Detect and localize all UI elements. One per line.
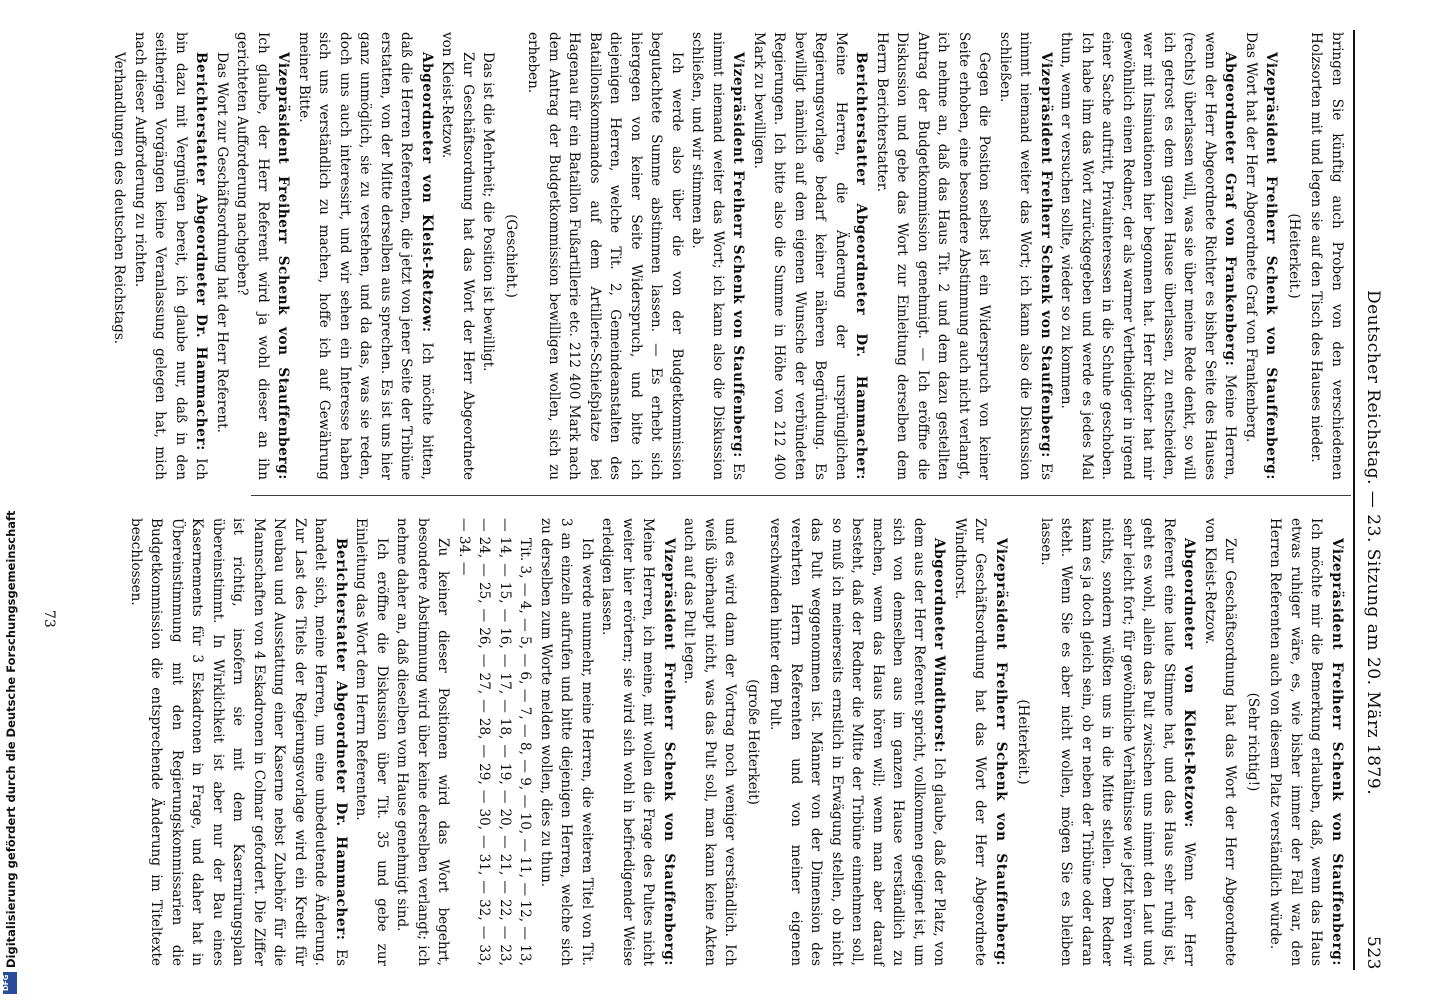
speech-text: Zur Geschäftsordnung hat das Wort der Herr Abgeordnete Windthorst. [952,518,989,966]
speech-text: Ich bin dazu mit Vergnügen bereit, ich glaube nur, daß in den seitherigen Vorgängen keine Veranlassung gelegen hat, mich nach dieser Aufforderung zu richten. [132,32,210,480]
paragraph: Ich werde also über die von der Budgetkommission begutachtete Summe abstimmen lassen. — Es erhebt sich hiergegen von keiner Seite Widerspruch, und bitte ich diejenigen Herren, welche Tit. 2, Gemeindeanstalten des Bataillonskommandos auf dem Artillerie-Schießplatze bei Hagenau für ein Bataillon Fußartillerie etc. 212 400 Mark nach dem Antrag der Budgetkommission bewilligen wollen, sich zu erheben. [525,32,685,480]
speaker-name: Abgeordneter Graf von Frankenberg: [1222,52,1239,367]
speech-text: Meine Herren, wenn der Herr Abgeordnete Richter es bisher Seite des Hauses (rechts) überlassen will, was sie über meine Rede denkt, so will ich getrost es dem ganzen Hause überlassen, zu entscheiden, wer mit Insinuationen hier begonnen hat. Herr Richter hat mir gewöhnlich einen Redner, der als warmer Vertheidiger in irgend einer Sache auftritt, Privatinteressen in die Schuhe geschoben. Ich habe ihm das Wort zurückgegeben und werde es jedes Mal thun, wenn er versuchen sollte, wieder so zu kommen. [1058,32,1239,480]
running-head [1357,30,1385,970]
paragraph: Das Wort zur Geschäftsordnung hat der Herr Referent. [214,52,230,433]
speaker-name: Vizepräsident Freiherr Schenk von Stauffenberg: [730,52,747,458]
paragraph: Ich werde nunmehr, meine Herren, die weiteren Titel von Tit. 3 an einzeln aufrufen und bitte diejenigen Herren, welche sich zu derselben zum Worte melden wollen, dies zu thun. [538,518,595,966]
paragraph [126,518,352,966]
speech-text: Ich möchte bitten, daß die Herren Referenten, die jetzt von jener Seite der Tribüne erstatten, von der Mitte derselben aus sprechen. Es ist uns hier ganz unmöglich, sie zu verstehen, und da das, was sie reden, doch uns auch interessirt, und wir sehen ein Interesse haben sich uns verständlich zu machen, hoffe ich auf Gewährung meiner Bitte. [296,32,435,481]
reaction: (Heiterkeit.) [1015,699,1032,785]
reaction: (Geschieht.) [503,214,519,298]
speaker-name: Berichterstatter Abgeordneter Dr. Hammacher: [853,52,870,480]
speaker-name: Vizepräsident Freiherr Schenk von Stauffenberg: [993,538,1009,966]
speaker-name: Vizepräsident Freiherr Schenk von Stauffenberg: [1329,538,1345,966]
speaker-name: Abgeordneter von Kleist-Retzow: [1181,538,1198,828]
speaker-name: Vizepräsident Freiherr Schenk von Stauffenberg: [661,538,677,966]
paragraph [995,32,1057,480]
paragraph [1241,32,1282,480]
paragraph [1056,32,1241,480]
speaker-name: Vizepräsident Freiherr Schenk von Stauffenberg: [1263,52,1280,480]
speech-text: Es nimmt niemand weiter das Wort; ich kann also die Diskussion schließen, und wir stimmen ab. [689,32,747,480]
reaction: (Sehr richtig!) [1245,692,1261,792]
speech-text: Meine Herren, die Änderung der ursprünglichen Regierungsvorlage bedarf keiner näheren Begründung. Es bewilligt nämlich auf dem eigenen Wunsche der verbündeten Regierungen. Ich bitte also die Summe in Höhe von 212 400 Mark zu bewilligen. [751,32,849,480]
title-list: Tit. 3, — 4, — 5, — 6, — 7, — 8, — 9, — 10, — 11, — 12, — 13, — 14, — 15, — 16, — 17, — 18, — 19, — 20, — 21, — 22, — 23, — 24, — 25, — 26, — 27, — 28, — 29, — 30, — 31, — 32, — 33, — 34. — [456,518,534,966]
speaker-name: Berichterstatter Abgeordneter Dr. Hammacher: [193,52,210,451]
speech-text: Ich glaube, daß der Platz, von dem aus der Herr Referent spricht, vollkommen geeignet ist, um sich von demselben aus im ganzen Hause verständlich zu machen, wenn das Haus hören will; wenn man aber darauf besteht, daß der Redner die Mitte der Tribüne einnehmen soll, so muß ich meinerseits ernstlich in Erwägung stellen, ob nicht das Pult weggenommen ist. Männer von der Dimension des verehrten Herrn Referenten und von meiner eigenen verschwinden hinter dem Pult. [767,518,948,966]
paragraph [232,32,294,480]
paragraph [950,518,1012,966]
speech-text: Es handelt sich, meine Herren, um eine unbedeutende Änderung. Zur Last des Titels der Regierungsvorlage wird ein Kredit für Neubau und Ausstattung einer Kaserne nebst Zubehör für die Mannschaften von 4 Eskadronen in Colmar gefordert. Die Ziffer ist richtig, insofern sie mit dem Kasernirungsplan übereinstimmt. In Wirklichkeit ist aber nur der Bau eines Kasernements für 3 Eskadronen in Frage, und daher hat in Übereinstimmung mit den Regierungskommissarien die Budgetkommission die entsprechende Änderung im Titeltexte beschlossen. [128,518,349,966]
reaction: (große Heiterkeit) [745,679,761,805]
speaker-name: Abgeordneter Windthorst: [931,538,948,753]
sheet-number: 73 [41,610,57,628]
running-head-title: Deutscher Reichstag. — 23. Sitzung am 20. März 1879. [1363,290,1383,796]
paragraph [687,32,749,480]
paragraph [597,518,679,966]
header-rule [1353,30,1355,970]
paragraph: Zur Geschäftsordnung hat das Wort der Herr Abgeordnete von Kleist-Retzow. [439,32,476,480]
speaker-name: Vizepräsident Freiherr Schenk von Stauffenberg: [275,52,292,480]
speech-text: Meine Herren, ich meine, mit wollen die Frage des Pultes nicht weiter hier erörtern; sie wird sich wohl in befriedigender Weise erledigen lassen. [599,518,657,966]
speech-text: Es nimmt niemand weiter das Wort; ich kann also die Diskussion schließen. [997,32,1054,480]
paragraph [130,32,212,480]
speaker-name: Vizepräsident Freiherr Schenk von Stauffenberg: [1038,52,1054,458]
paragraph: Das ist die Mehrheit; die Position ist bewilligt. [480,52,497,372]
paragraph [1036,518,1200,966]
paragraph [765,518,950,966]
paragraph [294,32,438,480]
publication-footer: Verhandlungen des deutschen Reichstags. [111,52,128,345]
dfg-logo-icon: DFG [3,972,17,994]
speech-text: Wenn der Herr Referent eine laute Stimme hat, und das Haus sehr ruhig ist, geht es wohl, allein das Pult zwischen uns nimmt den Laut und sehr leicht fort; für gewöhnliche Verhältnisse wie jetzt hören wir nichts, sondern wüßten uns in die Mitte stellen. Dem Redner kann es ja doch gleich sein, ob er neben der Tribüne oder daran steht. Wenn Sie es aber nicht wollen, mögen Sie es bleiben lassen. [1038,518,1198,966]
rotated-document-page [15,10,1385,990]
paragraph: und es wird dann der Vortrag noch weniger verständlich. Ich weiß überhaupt nicht, was das Pult soll, man kann keine Akten auch auf das Pult legen. [681,518,739,966]
paragraph: Zur Geschäftsordnung hat das Wort der Herr Abgeordnete von Kleist-Retzow. [1202,518,1239,966]
paragraph: Gegen die Position selbst ist ein Widerspruch von keiner Seite erhoben, eine besondere Abstimmung auch nicht verlangt, ich nehme an, daß das Haus Tit. 2 und dem dazu gestellten Antrag der Budgetkommission genehmigt. — Ich eröffne die Diskussion und gebe das Wort zur Einleitung derselben dem Herrn Berichterstatter. [874,32,993,480]
paragraph: Zu keiner dieser Positionen wird das Wort begehrt, besondere Abstimmung wird über keine derselben verlangt; ich nehme daher an, daß dieselben vom Hause genehmigt sind. [394,518,452,966]
speaker-name: Berichterstatter Abgeordneter Dr. Hammacher: [333,538,349,941]
reaction: (Heiterkeit.) [1286,213,1302,299]
paragraph [1265,518,1347,966]
right-column [126,518,1348,966]
digitization-note: Digitalisierung gefördert durch die Deutsche Forschungsgemeinschaft [4,510,18,968]
paragraph [749,32,872,480]
speaker-name: Abgeordneter von Kleist-Retzow: [419,52,435,333]
paragraph: Ich eröffne die Diskussion über Tit. 35 und gebe zur Einleitung das Wort dem Herrn Referenten. [353,518,390,966]
left-column [109,32,1347,480]
speech-text: Das Wort hat der Herr Abgeordnete Graf von Frankenberg. [1243,32,1259,443]
column-divider [251,495,1351,496]
page-number: 523 [1363,936,1383,970]
paragraph: bringen Sie künftig auch Proben von den verschiedenen Holzsorten mit und legen sie auf den Tisch des Hauses nieder. [1308,32,1345,480]
speech-text: Ich glaube, der Herr Referent wird ja wohl dieser an ihn gerichteten Aufforderung nachgeben? [234,32,271,480]
speech-text: Ich möchte mir die Bemerkung erlauben, daß, wenn das Haus etwas ruhiger wäre, es, wie bisher immer der Fall war, den Herren Referenten auch von diesem Platz verständlich würde. [1267,518,1325,966]
